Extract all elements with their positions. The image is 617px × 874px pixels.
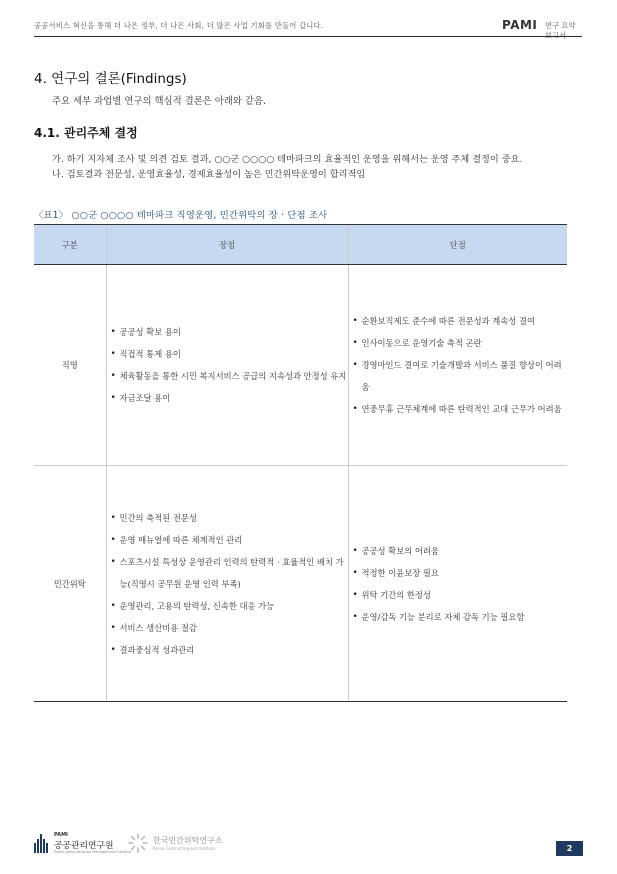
section-title: 4. 연구의 결론(Findings) xyxy=(34,71,187,87)
list-item: • 결과중심적 성과관리 xyxy=(111,639,347,661)
list-item: • 위탁 기간의 한정성 xyxy=(353,584,567,606)
list-item: • 운영/감독 기능 분리로 자체 감독 기능 필요함 xyxy=(353,606,567,628)
building-bars-icon xyxy=(34,834,50,853)
pami-logo xyxy=(34,832,129,856)
list-item: • 운영 매뉴얼에 따른 체계적인 관리 xyxy=(111,529,347,551)
pros-cell xyxy=(106,265,348,466)
list-item: • 스포츠시설 특성상 운영관리 인력의 탄력적 · 효율적인 배치 가능(직영시 공무원 운영 인력 부족) xyxy=(111,551,347,595)
list-item: • 민간의 축적된 전문성 xyxy=(111,507,347,529)
list-item: • 운영관리, 고용의 탄력성, 신속한 대응 가능 xyxy=(111,595,347,617)
list-item: • 공공성 확보 용이 xyxy=(111,321,347,343)
header-pros: 장점 xyxy=(106,225,348,265)
subsection-title: 4.1. 관리주체 결정 xyxy=(34,126,138,140)
section-intro: 주요 세부 과업별 연구의 핵심적 결론은 아래와 같음. xyxy=(52,96,267,107)
header-slogan: 공공서비스 혁신을 통해 더 나은 정부, 더 나은 사회, 더 많은 사업 기회를 만들어 갑니다. xyxy=(34,21,324,30)
header-category: 구분 xyxy=(34,225,106,265)
logo-tagline: Korea Contracting-out Institute xyxy=(153,846,215,851)
list-item: • 공공성 확보의 어려움 xyxy=(353,540,567,562)
table-caption: 〈표1〉 ○○군 ○○○○ 테마파크 직영운영, 민간위탁의 장 · 단점 조사 xyxy=(34,210,328,221)
header-cons: 단점 xyxy=(348,225,567,265)
header-divider xyxy=(34,36,582,37)
table-header-row xyxy=(34,225,567,265)
list-item: • 적정한 이윤보장 필요 xyxy=(353,562,567,584)
page-header xyxy=(34,18,582,38)
list-item: • 자금조달 용이 xyxy=(111,387,347,409)
subsection-item: 가. 하기 지자체 조사 및 의견 검토 결과, ○○군 ○○○○ 테마파크의 효율적인 운영을 위해서는 운영 주체 결정이 중요. xyxy=(52,154,523,165)
pros-cell xyxy=(106,466,348,702)
list-item: • 인사이동으로 운영기술 축적 곤란 xyxy=(353,332,567,354)
row-category: 민간위탁 xyxy=(34,466,106,702)
table-row xyxy=(34,466,567,702)
sunburst-icon xyxy=(127,832,149,854)
subsection-item: 나. 검토결과 전문성, 운영효율성, 경제효율성이 높은 민간위탁운영이 합리적임 xyxy=(52,169,366,180)
list-item: • 서비스 생산비용 절감 xyxy=(111,617,347,639)
cons-cell xyxy=(348,265,567,466)
logo-name: 한국민간위탁연구소 xyxy=(153,836,223,845)
logo-name: 공공관리연구원 xyxy=(54,841,114,851)
table-row xyxy=(34,265,567,466)
comparison-table xyxy=(34,224,567,702)
list-item: • 직접적 통제 용이 xyxy=(111,343,347,365)
list-item: • 연중무휴 근무체계에 따른 탄력적인 교대 근무가 어려움 xyxy=(353,398,567,420)
list-item: • 체육활동을 통한 시민 복지서비스 공급의 지속성과 안정성 유지 xyxy=(111,365,347,387)
list-item: • 경영마인드 결여로 기술개발과 서비스 품질 향상이 어려움 xyxy=(353,354,567,398)
row-category: 직영 xyxy=(34,265,106,466)
logo-brand: PAMI xyxy=(54,832,68,838)
header-brand: PAMI xyxy=(502,18,538,32)
cons-cell xyxy=(348,466,567,702)
page-number: 2 xyxy=(556,841,583,856)
kci-logo xyxy=(127,832,237,856)
list-item: • 순환보직제도 준수에 따른 전문성과 계속성 결여 xyxy=(353,310,567,332)
header-report-type: 연구 요약 보고서 xyxy=(545,21,576,40)
logo-tagline: Public Administration Management Institute xyxy=(54,850,131,854)
